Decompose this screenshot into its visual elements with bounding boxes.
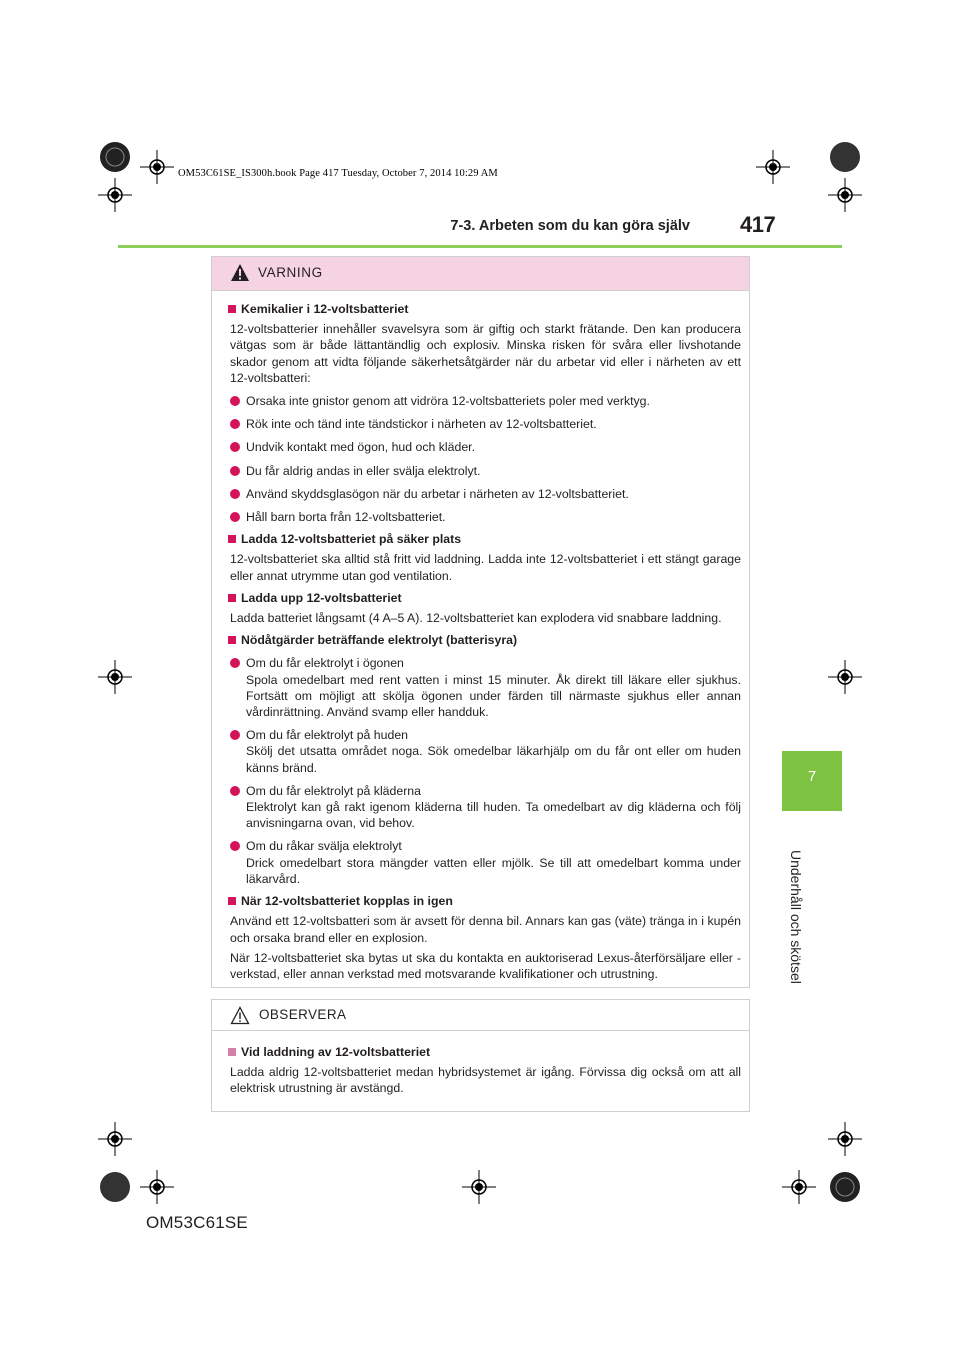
paragraph: När 12-voltsbatteriet ska bytas ut ska du kontakta en auktoriserad Lexus-återförsäljare eller -verkstad, eller annan verkstad med motsvarande kvalifikationer och utrustning. bbox=[230, 950, 741, 981]
starburst-mark-icon bbox=[98, 140, 132, 174]
section-heading: Ladda 12-voltsbatteriet på säker plats bbox=[228, 531, 741, 547]
section-heading: Kemikalier i 12-voltsbatteriet bbox=[228, 301, 741, 317]
registration-mark-icon bbox=[98, 178, 132, 212]
notice-box bbox=[211, 999, 750, 1112]
round-bullet-icon bbox=[230, 442, 240, 452]
starburst-mark-icon bbox=[828, 1170, 862, 1204]
square-bullet-icon bbox=[228, 636, 236, 644]
list-item: Du får aldrig andas in eller svälja elektrolyt. bbox=[230, 463, 741, 479]
registration-mark-icon bbox=[756, 150, 790, 184]
section-heading: Nödåtgärder beträffande elektrolyt (batterisyra) bbox=[228, 632, 741, 648]
notice-header bbox=[212, 1000, 749, 1031]
round-bullet-icon bbox=[230, 658, 240, 668]
notice-title: OBSERVERA bbox=[259, 1007, 347, 1022]
section-heading: Vid laddning av 12-voltsbatteriet bbox=[228, 1044, 741, 1060]
header-rule bbox=[118, 245, 842, 248]
list-item: Använd skyddsglasögon när du arbetar i närheten av 12-voltsbatteriet. bbox=[230, 486, 741, 502]
caution-triangle-icon bbox=[230, 1006, 250, 1025]
square-bullet-icon bbox=[228, 897, 236, 905]
round-bullet-icon bbox=[230, 419, 240, 429]
list-item: Håll barn borta från 12-voltsbatteriet. bbox=[230, 509, 741, 525]
round-bullet-icon bbox=[230, 489, 240, 499]
warning-header bbox=[212, 257, 749, 291]
round-bullet-icon bbox=[230, 786, 240, 796]
square-bullet-icon bbox=[228, 1048, 236, 1056]
starburst-mark-icon bbox=[98, 1170, 132, 1204]
page-number: 417 bbox=[740, 212, 776, 237]
list-item: Orsaka inte gnistor genom att vidröra 12-voltsbatteriets poler med verktyg. bbox=[230, 393, 741, 409]
list-item: Om du får elektrolyt på kläderna Elektrolyt kan gå rakt igenom kläderna till huden. Ta omedelbart av dig kläderna och följ anvisningarna ovan, vid behov. bbox=[230, 783, 741, 832]
registration-mark-icon bbox=[828, 1122, 862, 1156]
warning-triangle-icon bbox=[230, 263, 250, 282]
paragraph: 12-voltsbatterier innehåller svavelsyra som är giftig och starkt frätande. Den kan producera vätgas som är både lättantändlig och explosiv. Minska risken för svåra eller livshotande skador genom att vidta följande säkerhetsåtgärder när du arbetar vid eller i närheten av ett 12-voltsbatteri: bbox=[230, 322, 741, 385]
section-title: 7-3. Arbeten som du kan göra själv bbox=[450, 218, 690, 234]
registration-mark-icon bbox=[828, 178, 862, 212]
section-heading: När 12-voltsbatteriet kopplas in igen bbox=[228, 893, 741, 909]
registration-mark-icon bbox=[98, 1122, 132, 1156]
round-bullet-icon bbox=[230, 396, 240, 406]
chapter-number: 7 bbox=[807, 768, 817, 785]
round-bullet-icon bbox=[230, 730, 240, 740]
list-item: Undvik kontakt med ögon, hud och kläder. bbox=[230, 439, 741, 455]
registration-mark-icon bbox=[140, 1170, 174, 1204]
paragraph: 12-voltsbatteriet ska alltid stå fritt vid laddning. Ladda inte 12-voltsbatteriet i ett stängt garage eller annat utrymme utan god ventilation. bbox=[230, 552, 741, 583]
round-bullet-icon bbox=[230, 466, 240, 476]
notice-content bbox=[228, 1044, 741, 1097]
list-item: Rök inte och tänd inte tändstickor i närheten av 12-voltsbatteriet. bbox=[230, 416, 741, 432]
paragraph: Använd ett 12-voltsbatteri som är avsett för denna bil. Annars kan gas (väte) tränga in i kupén och orsaka brand eller en explosion. bbox=[230, 914, 741, 945]
list-item: Om du får elektrolyt i ögonen Spola omedelbart med rent vatten i minst 15 minuter. Åk direkt till läkare eller sjukhus. Fortsätt om möjligt att skölja ögonen under färden till närmaste sjukhus eller annan vårdinrättning. Använd svamp eller handduk. bbox=[230, 655, 741, 720]
manual-code: OM53C61SE bbox=[146, 1213, 248, 1232]
list-item: Om du får elektrolyt på huden Skölj det utsatta området noga. Sök omedelbar läkarhjälp om du får ont eller om huden känns bränd. bbox=[230, 727, 741, 776]
registration-mark-icon bbox=[98, 660, 132, 694]
square-bullet-icon bbox=[228, 535, 236, 543]
warning-content bbox=[228, 301, 741, 982]
section-heading: Ladda upp 12-voltsbatteriet bbox=[228, 590, 741, 606]
square-bullet-icon bbox=[228, 305, 236, 313]
paragraph: Ladda batteriet långsamt (4 A–5 A). 12-voltsbatteriet kan explodera vid snabbare laddning. bbox=[230, 611, 722, 626]
list-item: Om du råkar svälja elektrolyt Drick omedelbart stora mängder vatten eller mjölk. Se till att omedelbart komma under läkarvård. bbox=[230, 838, 741, 887]
warning-title: VARNING bbox=[258, 265, 323, 280]
registration-mark-icon bbox=[828, 660, 862, 694]
chapter-title: Underhåll och skötsel bbox=[788, 850, 804, 984]
round-bullet-icon bbox=[230, 512, 240, 522]
registration-mark-icon bbox=[462, 1170, 496, 1204]
round-bullet-icon bbox=[230, 841, 240, 851]
registration-mark-icon bbox=[140, 150, 174, 184]
warning-box bbox=[211, 256, 750, 988]
registration-mark-icon bbox=[782, 1170, 816, 1204]
book-file-line: OM53C61SE_IS300h.book Page 417 Tuesday, October 7, 2014 10:29 AM bbox=[178, 168, 498, 179]
paragraph: Ladda aldrig 12-voltsbatteriet medan hybridsystemet är igång. Förvissa dig också om att all elektrisk utrustning är avstängd. bbox=[230, 1065, 741, 1096]
starburst-mark-icon bbox=[828, 140, 862, 174]
square-bullet-icon bbox=[228, 594, 236, 602]
